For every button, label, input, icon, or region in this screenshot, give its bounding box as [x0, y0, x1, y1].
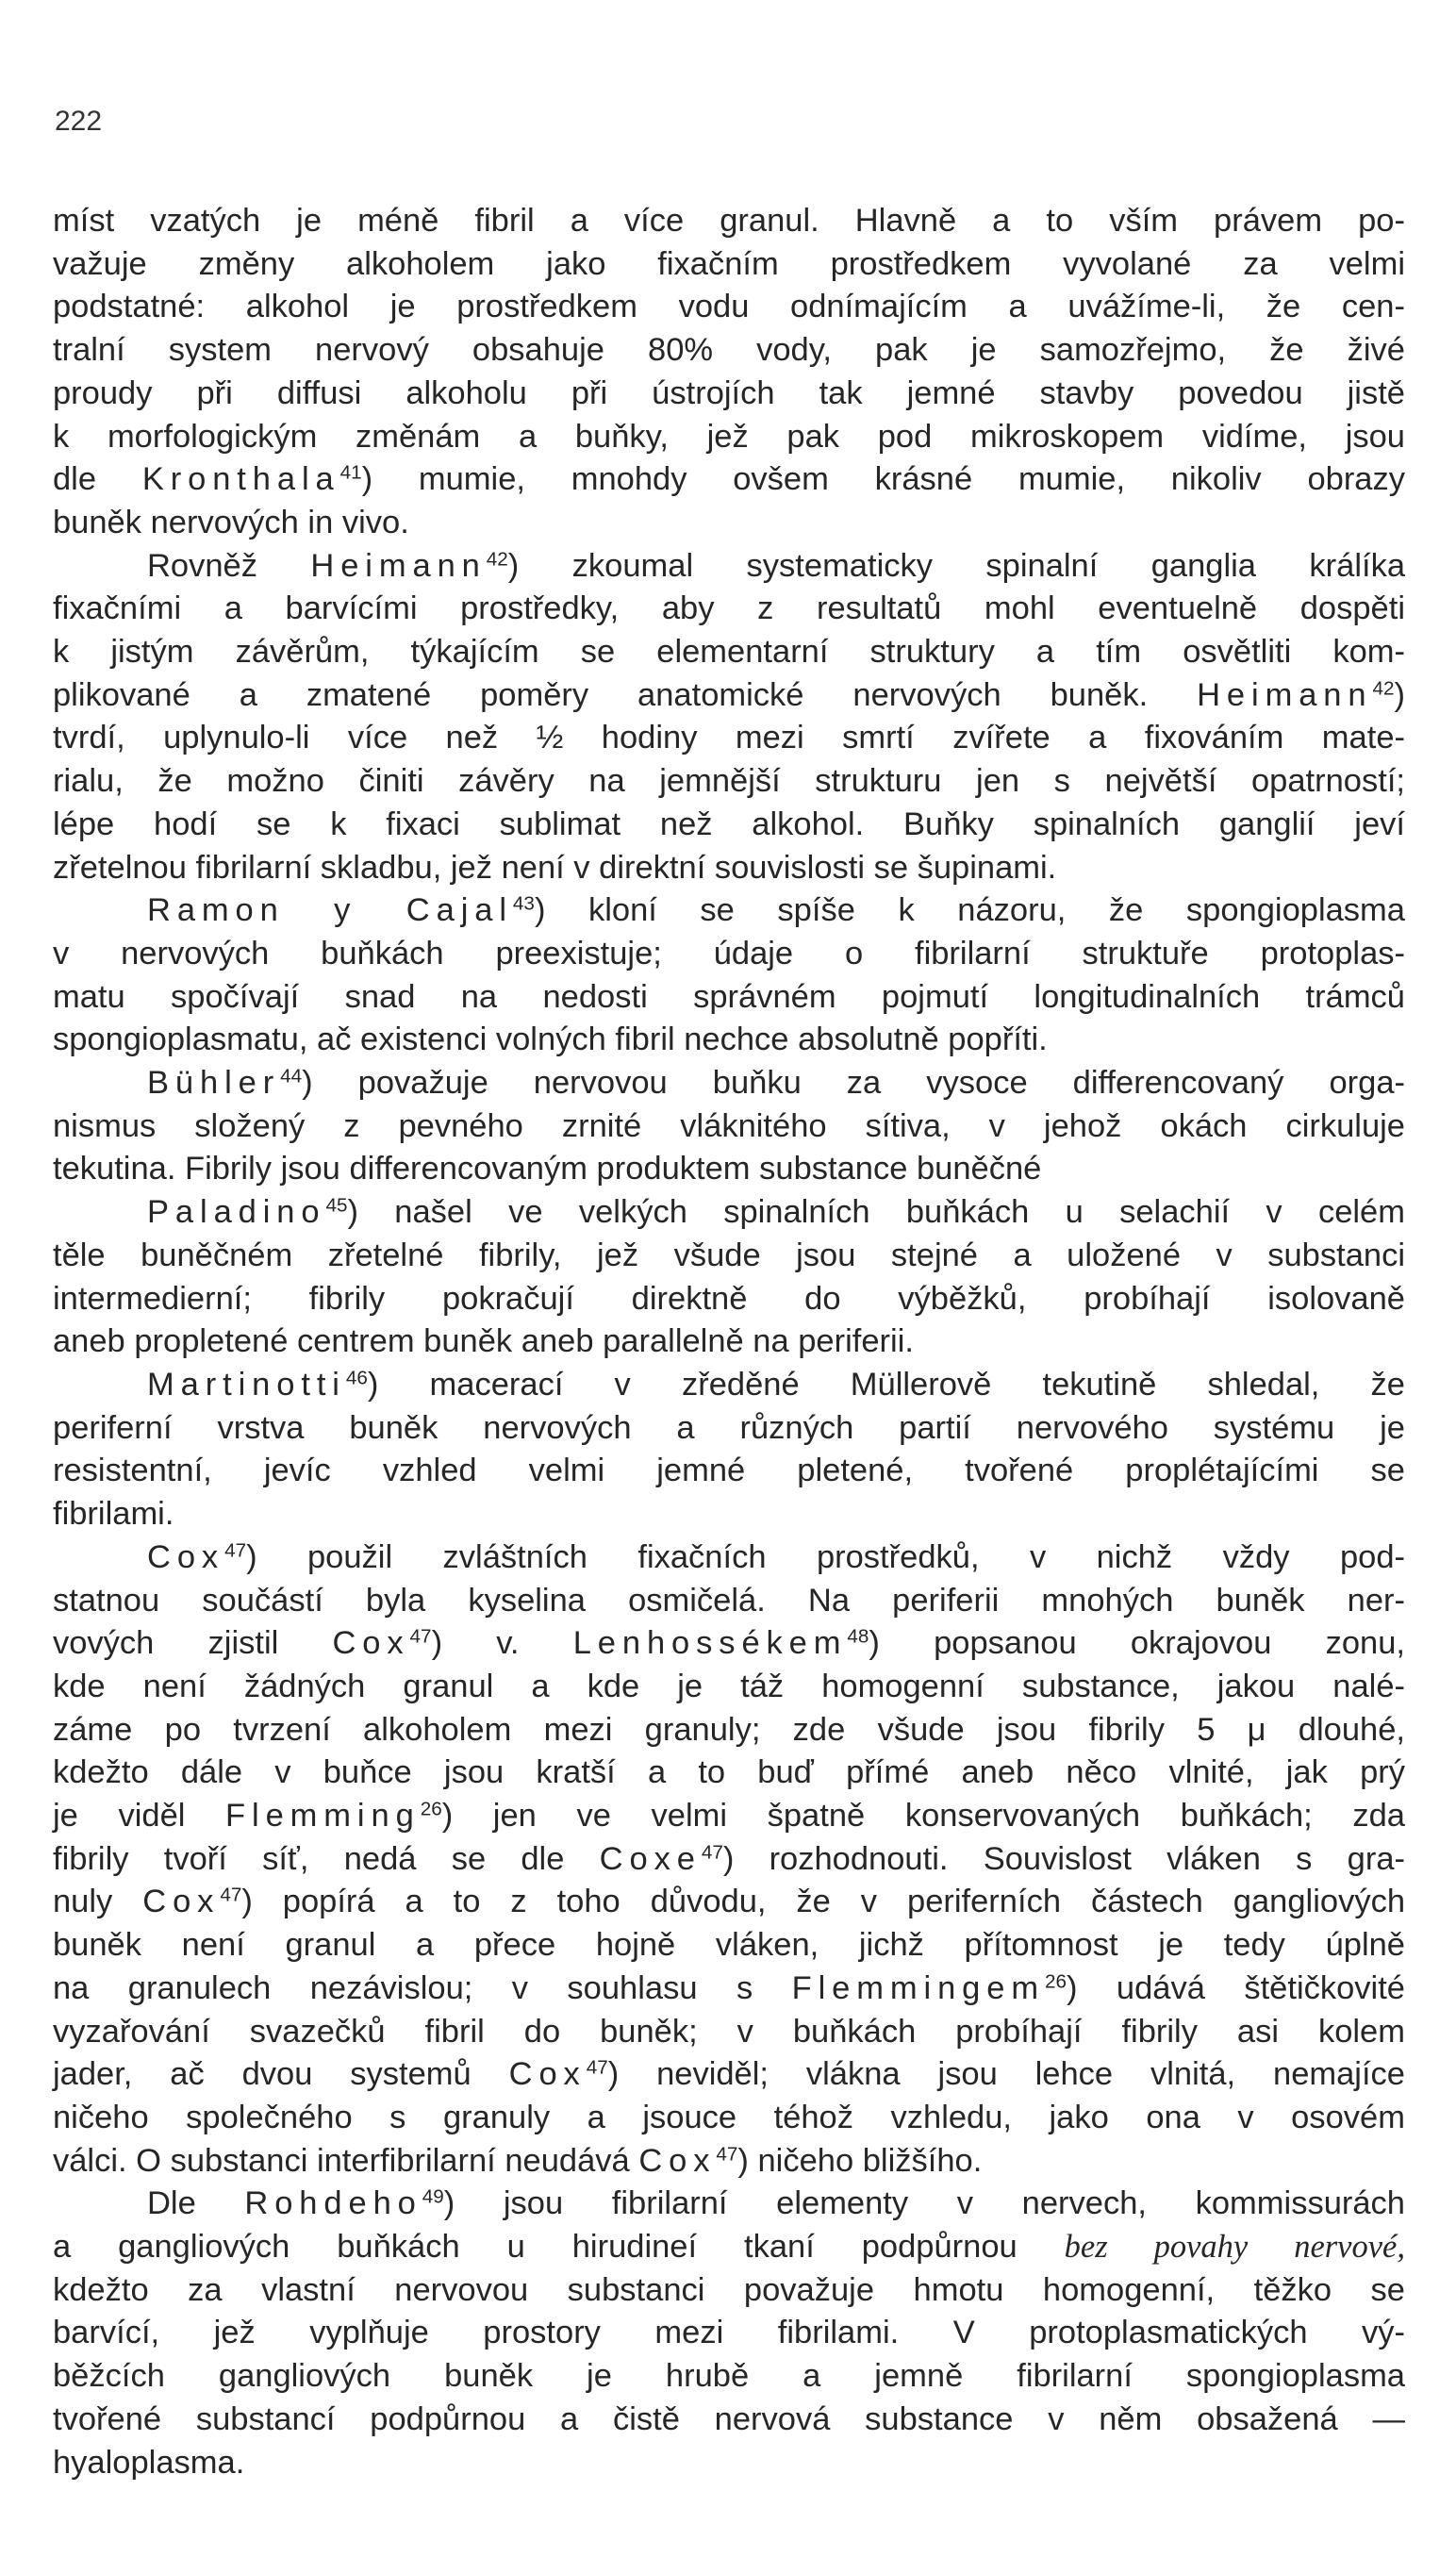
text-line: [53, 1881, 1405, 1924]
text-segment: matu spočívají snad na nedosti správném pojmutí longitudinalních trámců: [53, 978, 1405, 1015]
author-name: Flemming: [225, 1798, 421, 1835]
text-segment: ) považuje nervovou buňku za vysoce differencovaný orga-: [302, 1065, 1405, 1102]
text-segment: válci. O substanci interfibrilarní neudává: [53, 2142, 639, 2179]
text-line: [53, 243, 1405, 287]
author-name: Bühler: [147, 1065, 281, 1102]
text-line: [53, 760, 1405, 804]
text-segment: ) jsou fibrilarní elementy v nervech, kommissurách: [443, 2185, 1405, 2222]
text-line: [53, 674, 1405, 718]
text-segment: plikované a zmatené poměry anatomické nervových buněk.: [53, 676, 1198, 713]
text-line: [53, 976, 1405, 1020]
footnote-reference: 41: [339, 461, 362, 484]
text-line: [53, 1838, 1405, 1882]
author-name: Rohdeho: [244, 2185, 422, 2222]
text-line: [53, 1235, 1405, 1278]
text-line: [53, 2399, 1405, 2442]
author-name: Flemmingem: [791, 1969, 1045, 2006]
text-line: [53, 889, 1405, 933]
text-line: [53, 1105, 1405, 1149]
text-line: [53, 2269, 1405, 2313]
text-segment: ) macerací v zředěné Müllerově tekutině shledal, že: [367, 1366, 1405, 1403]
text-segment: buněk nervových in vivo.: [53, 504, 409, 540]
text-line: [53, 416, 1405, 459]
author-name: Lenhossékem: [572, 1625, 848, 1662]
text-segment: běžcích gangliových buněk je hrubě a jemně fibrilarní spongioplasma: [53, 2358, 1405, 2395]
text-segment: ) udává štětičkovité: [1067, 1969, 1405, 2006]
text-segment: važuje změny alkoholem jako fixačním prostředkem vyvolané za velmi: [53, 245, 1405, 282]
paragraph: [53, 889, 1405, 1062]
text-segment: ) rozhodnouti. Souvislost vláken s gra-: [722, 1840, 1405, 1877]
text-segment: míst vzatých je méně fibril a více granul. Hlavně a to vším právem po-: [53, 203, 1405, 239]
text-line: [53, 2097, 1405, 2140]
text-line: [53, 1148, 1405, 1191]
footnote-reference: 48: [847, 1625, 869, 1648]
footnote-reference: 44: [280, 1065, 303, 1088]
paragraph: [53, 545, 1405, 890]
footnote-reference: 47: [409, 1625, 432, 1648]
text-line: [53, 2011, 1405, 2054]
text-line: [53, 1752, 1405, 1795]
text-segment: tekutina. Fibrily jsou differencovaným produktem substance buněčné: [53, 1151, 1042, 1187]
paragraph: [53, 1364, 1405, 1536]
author-name: Ramon y Cajal: [147, 892, 513, 929]
text-segment: rialu, že možno činiti závěry na jemnější strukturu jen s největší opatrností;: [53, 763, 1405, 800]
text-segment: ) popsanou okrajovou zonu,: [869, 1625, 1406, 1662]
text-line: [53, 1536, 1405, 1580]
text-line: [53, 286, 1405, 329]
text-line: [53, 545, 1405, 589]
paragraph: [53, 200, 1405, 545]
text-segment: je viděl: [53, 1798, 226, 1835]
text-segment: intermedierní; fibrily pokračují direktně do výběžků, probíhají isolovaně: [53, 1280, 1405, 1317]
text-segment: ) popírá a to z toho důvodu, že v periferních částech gangliových: [241, 1884, 1406, 1920]
text-segment: aneb propletené centrem buněk aneb parallelně na periferii.: [53, 1323, 914, 1360]
author-name: Cox: [147, 1538, 225, 1575]
text-line: [53, 458, 1405, 502]
text-segment: ničeho společného s granuly a jsouce téhož vzhledu, jako ona v osovém: [53, 2099, 1405, 2135]
text-line: [53, 1062, 1405, 1105]
text-line: [53, 1450, 1405, 1493]
text-line: [53, 2183, 1405, 2226]
emphasis-text: bez povahy nervové,: [1064, 2229, 1405, 2266]
text-line: [53, 1278, 1405, 1321]
text-line: [53, 2140, 1405, 2184]
footnote-reference: 42: [486, 548, 508, 571]
author-name: Cox: [638, 2142, 717, 2179]
text-line: [53, 200, 1405, 243]
text-segment: fibrilami.: [53, 1496, 174, 1533]
text-segment: barvící, jež vyplňuje prostory mezi fibrilami. V protoplasmatických vý-: [53, 2315, 1405, 2351]
text-line: [53, 1364, 1405, 1407]
paragraph: [53, 1062, 1405, 1191]
text-segment: vyzařování svazečků fibril do buněk; v buňkách probíhají fibrily asi kolem: [53, 2013, 1405, 2050]
text-segment: proudy při diffusi alkoholu při ústrojích tak jemné stavby povedou jistě: [53, 374, 1405, 411]
text-line: [53, 847, 1405, 890]
text-line: [53, 329, 1405, 373]
text-line: [53, 1709, 1405, 1752]
author-name: Paladino: [147, 1194, 326, 1231]
footnote-reference: 49: [422, 2185, 444, 2208]
text-segment: vových zjistil: [53, 1625, 333, 1662]
text-line: [53, 2355, 1405, 2399]
text-line: [53, 1320, 1405, 1364]
author-name: Heimann: [310, 547, 487, 584]
text-line: [53, 373, 1405, 416]
paragraph: [53, 1536, 1405, 2184]
text-line: [53, 2053, 1405, 2097]
text-line: [53, 933, 1405, 976]
text-segment: záme po tvrzení alkoholem mezi granuly; zde všude jsou fibrily 5 μ dlouhé,: [53, 1711, 1405, 1748]
text-segment: Rovněž: [147, 547, 311, 584]
text-segment: fibrily tvoří síť, nedá se dle: [53, 1840, 600, 1877]
text-line: [53, 1407, 1405, 1451]
text-segment: na granulech nezávislou; v souhlasu s: [53, 1969, 792, 2006]
text-segment: zřetelnou fibrilarní skladbu, jež není v direktní souvislosti se šupinami.: [53, 849, 1057, 886]
text-line: [53, 2312, 1405, 2355]
text-segment: buněk není granul a přece hojně vláken, jichž přítomnost je tedy úplně: [53, 1927, 1405, 1964]
text-line: [53, 631, 1405, 674]
author-name: Cox: [142, 1884, 221, 1920]
text-segment: ) našel ve velkých spinalních buňkách u selachií v celém: [347, 1194, 1405, 1231]
paragraph: [53, 2183, 1405, 2484]
text-line: [53, 1968, 1405, 2011]
page-number: 222: [55, 106, 103, 137]
text-segment: ) jen ve velmi špatně konservovaných buňkách; zda: [441, 1798, 1405, 1835]
footnote-reference: 46: [345, 1367, 368, 1389]
text-segment: a gangliových buňkách u hirudineí tkaní podpůrnou: [53, 2229, 1065, 2266]
text-segment: statnou součástí byla kyselina osmičelá. Na periferii mnohých buněk ner-: [53, 1582, 1405, 1619]
text-segment: nismus složený z pevného zrnité vláknitého sítiva, v jehož okách cirkuluje: [53, 1107, 1405, 1144]
paragraph: [53, 1191, 1405, 1364]
text-segment: resistentní, jevíc vzhled velmi jemné pletené, tvořené proplétajícími se: [53, 1453, 1405, 1489]
text-line: [53, 2442, 1405, 2485]
footnote-reference: 26: [1045, 1970, 1067, 1993]
text-line: [53, 1493, 1405, 1536]
text-segment: lépe hodí se k fixaci sublimat než alkohol. Buňky spinalních ganglií jeví: [53, 805, 1405, 842]
text-segment: tvrdí, uplynulo-li více než ½ hodiny mezi smrtí zvířete a fixováním mate-: [53, 720, 1405, 756]
footnote-reference: 43: [512, 892, 535, 915]
text-segment: Dle: [147, 2185, 245, 2222]
text-segment: ) neviděl; vlákna jsou lehce vlnitá, nemajíce: [607, 2056, 1405, 2093]
text-segment: nuly: [53, 1884, 143, 1920]
author-name: Kronthala: [141, 461, 340, 498]
text-segment: dle: [53, 461, 142, 498]
text-segment: k jistým závěrům, týkajícím se elementarní struktury a tím osvětliti kom-: [53, 634, 1405, 671]
footnote-reference: 47: [586, 2056, 608, 2079]
author-name: Cox: [332, 1625, 410, 1662]
text-line: [53, 1019, 1405, 1062]
text-segment: kdežto za vlastní nervovou substanci považuje hmotu homogenní, těžko se: [53, 2271, 1405, 2308]
author-name: Cox: [508, 2056, 587, 2093]
text-segment: těle buněčném zřetelné fibrily, jež všude jsou stejné a uložené v substanci: [53, 1237, 1405, 1273]
text-segment: ): [1394, 676, 1405, 713]
text-line: [53, 804, 1405, 847]
author-name: Coxe: [599, 1840, 702, 1877]
text-segment: jader, ač dvou systemů: [53, 2056, 509, 2093]
text-line: [53, 502, 1405, 545]
footnote-reference: 42: [1372, 677, 1395, 700]
text-line: [53, 2226, 1405, 2269]
text-segment: k morfologickým změnám a buňky, jež pak pod mikroskopem vidíme, jsou: [53, 418, 1405, 455]
text-line: [53, 1580, 1405, 1623]
text-line: [53, 1666, 1405, 1709]
text-segment: ) kloní se spíše k názoru, že spongioplasma: [534, 892, 1405, 929]
text-segment: v nervových buňkách preexistuje; údaje o fibrilarní struktuře protoplas-: [53, 935, 1405, 971]
footnote-reference: 47: [224, 1539, 247, 1562]
text-body: [53, 200, 1405, 2484]
text-segment: ) ničeho bližšího.: [737, 2142, 983, 2179]
author-name: Martinotti: [147, 1366, 346, 1403]
text-line: [53, 1622, 1405, 1666]
footnote-reference: 47: [716, 2143, 738, 2166]
text-line: [53, 1191, 1405, 1235]
text-line: [53, 1795, 1405, 1838]
text-segment: ) mumie, mnohdy ovšem krásné mumie, nikoliv obrazy: [361, 461, 1405, 498]
text-segment: hyaloplasma.: [53, 2444, 245, 2481]
text-line: [53, 588, 1405, 631]
footnote-reference: 47: [701, 1841, 723, 1864]
footnote-reference: 45: [325, 1194, 348, 1217]
footnote-reference: 26: [420, 1798, 442, 1820]
text-segment: kdežto dále v buňce jsou kratší a to buď přímé aneb něco vlnité, jak prý: [53, 1754, 1405, 1791]
text-segment: kde není žádných granul a kde je táž homogenní substance, jakou nalé-: [53, 1668, 1405, 1704]
text-segment: podstatné: alkohol je prostředkem vodu odnímajícím a uvážíme-li, že cen-: [53, 289, 1405, 325]
text-segment: fixačními a barvícími prostředky, aby z resultatů mohl eventuelně dospěti: [53, 590, 1405, 627]
author-name: Heimann: [1197, 676, 1373, 713]
text-line: [53, 717, 1405, 760]
footnote-reference: 47: [220, 1885, 242, 1907]
text-segment: spongioplasmatu, ač existenci volných fibril nechce absolutně popříti.: [53, 1021, 1048, 1058]
text-segment: tvořené substancí podpůrnou a čistě nervová substance v něm obsažená —: [53, 2400, 1405, 2437]
text-segment: ) použil zvláštních fixačních prostředků, v nichž vždy pod-: [246, 1538, 1405, 1575]
text-line: [53, 1924, 1405, 1968]
text-segment: tralní system nervový obsahuje 80% vody, pak je samozřejmo, že živé: [53, 332, 1405, 369]
text-segment: ) v.: [431, 1625, 573, 1662]
text-segment: periferní vrstva buněk nervových a různých partií nervového systému je: [53, 1409, 1405, 1446]
text-segment: ) zkoumal systematicky spinalní ganglia králíka: [507, 547, 1406, 584]
